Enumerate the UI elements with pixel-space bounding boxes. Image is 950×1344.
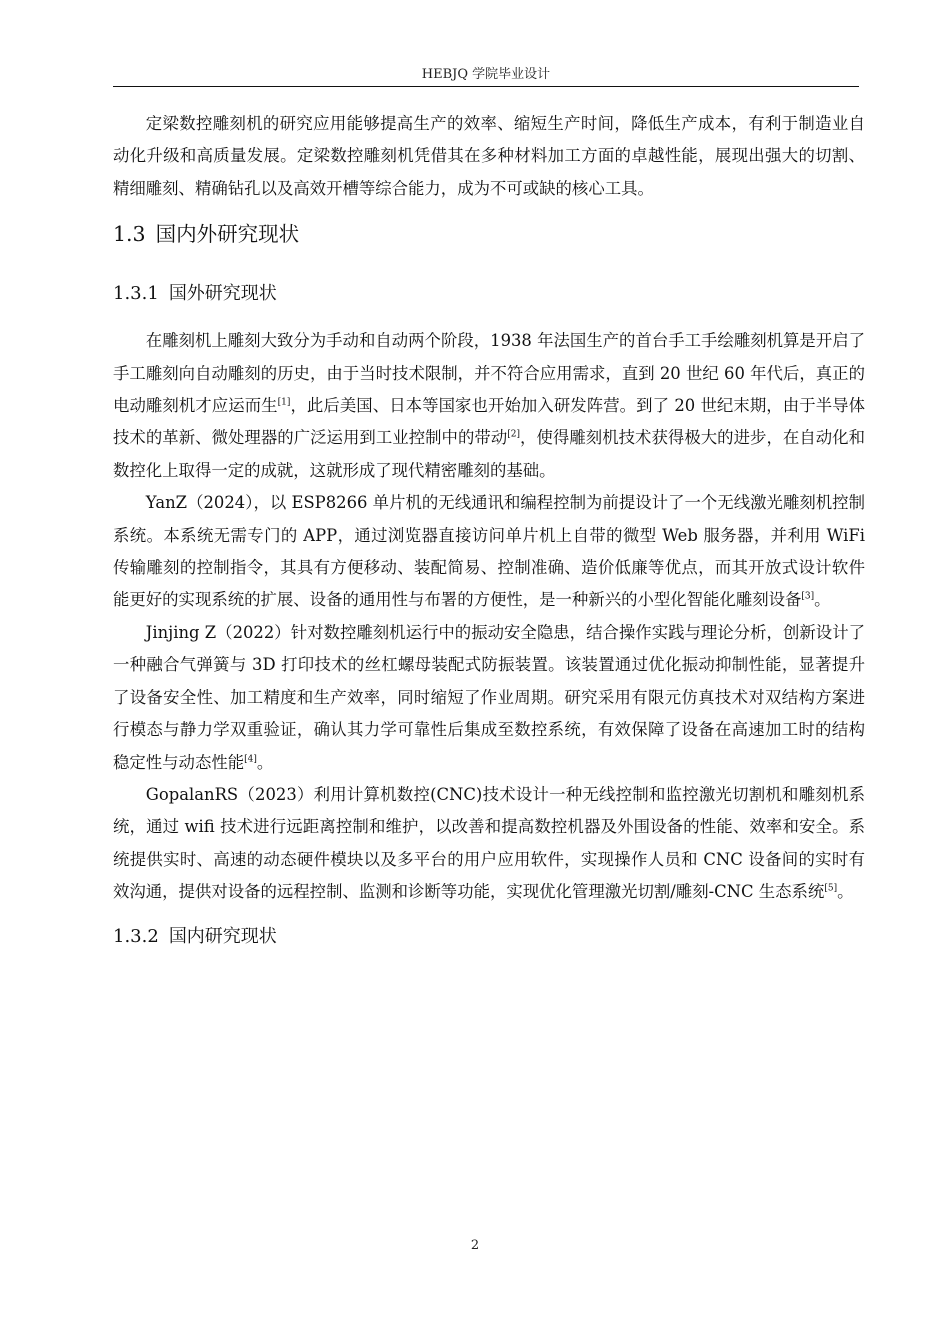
citation-ref-5[interactable]: [5] bbox=[824, 883, 838, 894]
paragraph-text: YanZ（2024），以 ESP8266 单片机的无线通讯和编程控制为前提设计了一个无线激光雕刻机控制系统。本系统无需专门的 APP，通过浏览器直接访问单片机上自带的微型 Web 服务器，并利用 WiFi 传输雕刻的控制指令，其具有方便移动、装配简易、控制准确、造价低廉等优点，而其开放式设计软件能更好的实现系统的扩展、设备的通用性与布署的方便性，是一种新兴的小型化智能化雕刻设备 bbox=[113, 493, 865, 610]
subsection-heading-1-3-2 bbox=[113, 923, 865, 951]
section-number: 1.3 bbox=[113, 222, 146, 247]
body-text bbox=[113, 108, 865, 951]
paragraph-intro-benefits bbox=[113, 108, 865, 205]
paragraph-text: ，使得雕刻机技术获得极大的进步，在自动化和数控化上取得一定的成就，这就形成了现代精密雕刻的基础。 bbox=[113, 428, 865, 480]
paragraph-jinjing bbox=[113, 617, 865, 779]
paragraph-text: 定梁数控雕刻机的研究应用能够提高生产的效率、缩短生产时间，降低生产成本，有利于制造业自动化升级和高质量发展。定梁数控雕刻机凭借其在多种材料加工方面的卓越性能，展现出强大的切割、精细雕刻、精确钻孔以及高效开槽等综合能力，成为不可或缺的核心工具。 bbox=[113, 114, 865, 198]
paragraph-yanz bbox=[113, 487, 865, 617]
subsection-title: 国内研究现状 bbox=[168, 925, 277, 947]
paragraph-text: Jinjing Z（2022）针对数控雕刻机运行中的振动安全隐患，结合操作实践与理论分析，创新设计了一种融合气弹簧与 3D 打印技术的丝杠螺母装配式防振装置。该装置通过优化振动抑制性能，显著提升了设备安全性、加工精度和生产效率，同时缩短了作业周期。研究采用有限元仿真技术对双结构方案进行模态与静力学双重验证，确认其力学可靠性后集成至数控系统，有效保障了设备在高速加工时的结构稳定性与动态性能 bbox=[113, 622, 865, 772]
paragraph-gopalan bbox=[113, 779, 865, 909]
paragraph-text: ，此后美国、日本等国家也开始加入研发阵营。到了 20 世纪末期，由于半导体技术的革新、微处理器的广泛运用到工业控制中的带动 bbox=[113, 396, 866, 448]
citation-ref-1[interactable]: [1] bbox=[277, 397, 291, 408]
citation-ref-4[interactable]: [4] bbox=[244, 754, 257, 765]
paragraph-text: GopalanRS（2023）利用计算机数控(CNC)技术设计一种无线控制和监控激光切割机和雕刻机系统，通过 wifi 技术进行远距离控制和维护，以改善和提高数控机器及外围设备的性能、效率和安全。系统提供实时、高速的动态硬件模块以及多平台的用户应用软件，实现操作人员和 CNC 设备间的实时有效沟通，提供对设备的远程控制、监测和诊断等功能，实现优化管理激光切割/雕刻-CNC 生态系统 bbox=[113, 784, 865, 902]
paragraph-text: 。 bbox=[256, 752, 274, 772]
citation-ref-2[interactable]: [2] bbox=[507, 429, 521, 440]
section-title: 国内外研究现状 bbox=[155, 222, 300, 247]
subsection-number: 1.3.2 bbox=[113, 925, 159, 947]
paragraph-history bbox=[113, 325, 865, 487]
subsection-heading-1-3-1 bbox=[113, 280, 865, 308]
paragraph-text: 。 bbox=[814, 590, 831, 610]
page-number: 2 bbox=[470, 1238, 480, 1253]
section-heading-1-3 bbox=[113, 219, 865, 249]
paragraph-text: 。 bbox=[837, 882, 854, 902]
subsection-title: 国外研究现状 bbox=[168, 283, 277, 305]
header-rule bbox=[113, 86, 859, 87]
citation-ref-3[interactable]: [3] bbox=[801, 592, 815, 602]
subsection-number: 1.3.1 bbox=[113, 283, 159, 305]
paragraph-text: 在雕刻机上雕刻大致分为手动和自动两个阶段，1938 年法国生产的首台手工手绘雕刻机算是开启了手工雕刻向自动雕刻的历史，由于当时技术限制，并不符合应用需求，直到 20 世纪 60 年代后，真正的电动雕刻机才应运而生 bbox=[113, 331, 865, 416]
page-header: HEBJQ 学院毕业设计 bbox=[421, 67, 551, 82]
